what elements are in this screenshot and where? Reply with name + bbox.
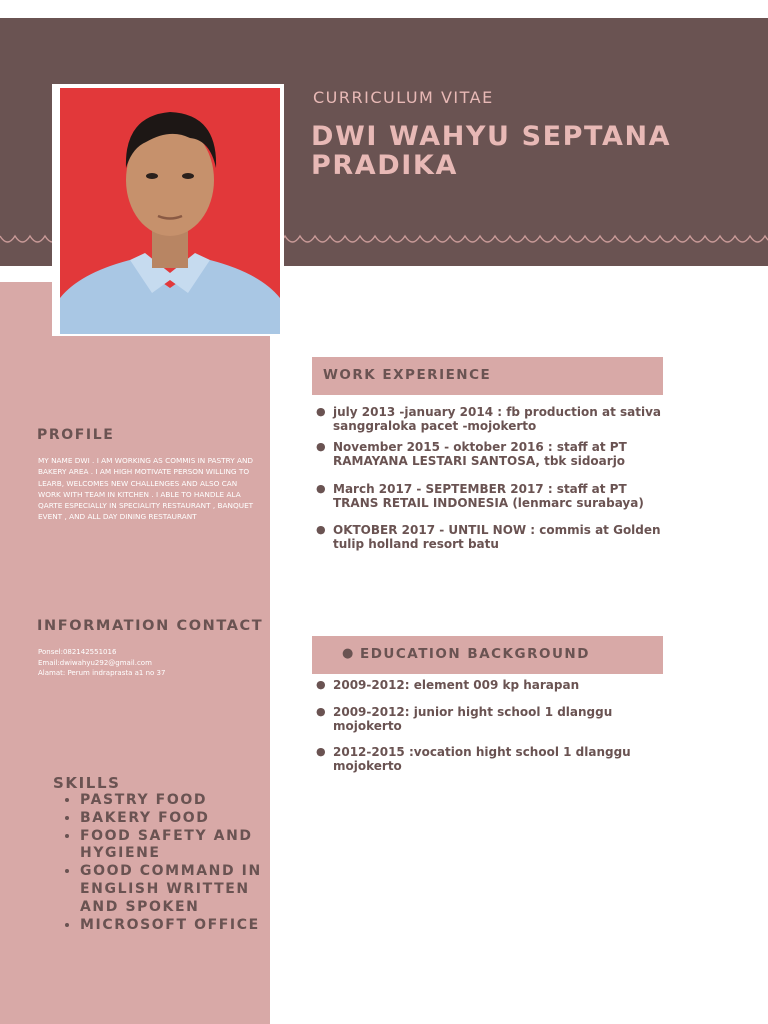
bullet-icon: ● xyxy=(316,523,326,536)
work-item: ● November 2015 - oktober 2016 : staff at PT RAMAYANA LESTARI SANTOSA, tbk sidoarjo xyxy=(316,440,627,468)
bullet-icon: ● xyxy=(316,745,326,758)
education-header xyxy=(312,636,663,674)
education-heading: EDUCATION BACKGROUND xyxy=(360,646,590,662)
education-item: ● 2009-2012: junior hight school 1 dlanggu mojokerto xyxy=(316,705,613,733)
work-heading: WORK EXPERIENCE xyxy=(323,367,492,383)
work-item: ● july 2013 -january 2014 : fb production at sativa sanggraloka pacet -mojokerto xyxy=(316,405,662,433)
bullet-icon: ● xyxy=(316,705,326,718)
skills-heading: SKILLS xyxy=(53,774,121,792)
bullet-icon: ● xyxy=(342,646,354,661)
candidate-name: DWI WAHYU SEPTANA PRADIKA xyxy=(311,121,672,181)
skills-list xyxy=(60,792,290,934)
work-item: ● OKTOBER 2017 - UNTIL NOW : commis at Golden tulip holland resort batu xyxy=(316,523,661,551)
bullet-icon: ● xyxy=(316,678,326,691)
cv-label: CURRICULUM VITAE xyxy=(313,88,494,107)
profile-heading: PROFILE xyxy=(37,427,115,443)
work-experience-header xyxy=(312,357,663,395)
skill-item: • FOOD SAFETY AND HYGIENE xyxy=(80,828,290,864)
skill-item: • BAKERY FOOD xyxy=(80,810,290,828)
education-item: ● 2012-2015 :vocation hight school 1 dlanggu mojokerto xyxy=(316,745,631,773)
contact-email: Email:dwiwahyu292@gmail.com xyxy=(38,658,152,667)
contact-heading: INFORMATION CONTACT xyxy=(37,618,264,634)
contact-details xyxy=(38,647,165,679)
skill-item: • MICROSOFT OFFICE xyxy=(80,917,290,935)
contact-address: Alamat: Perum indraprasta a1 no 37 xyxy=(38,669,166,677)
work-item: ● March 2017 - SEPTEMBER 2017 : staff at PT TRANS RETAIL INDONESIA (lenmarc surabaya) xyxy=(316,482,644,510)
education-item: ● 2009-2012: element 009 kp harapan xyxy=(316,678,580,692)
profile-photo xyxy=(60,88,280,334)
skill-item: • PASTRY FOOD xyxy=(80,792,290,810)
contact-phone: Ponsel:082142551016 xyxy=(38,648,117,656)
bullet-icon: ● xyxy=(316,405,326,418)
skill-item: • GOOD COMMAND IN ENGLISH WRITTEN AND SPOKEN xyxy=(80,863,290,916)
profile-text: MY NAME DWI . I AM WORKING AS COMMIS IN PASTRY AND BAKERY AREA . I AM HIGH MOTIVATE PERSON WILLING TO LEARB, WELCOMES NEW CHALLENGES AND ALSO CAN WORK WITH TEAM IN KITCHEN . I ABLE TO HANDLE ALA QARTE ESPECIALLY IN SPECIALITY RESTAURANT , BANQUET EVENT , AND ALL DAY DINING RESTAURANT xyxy=(38,456,254,522)
bullet-icon: ● xyxy=(316,482,326,495)
bullet-icon: ● xyxy=(316,440,326,453)
